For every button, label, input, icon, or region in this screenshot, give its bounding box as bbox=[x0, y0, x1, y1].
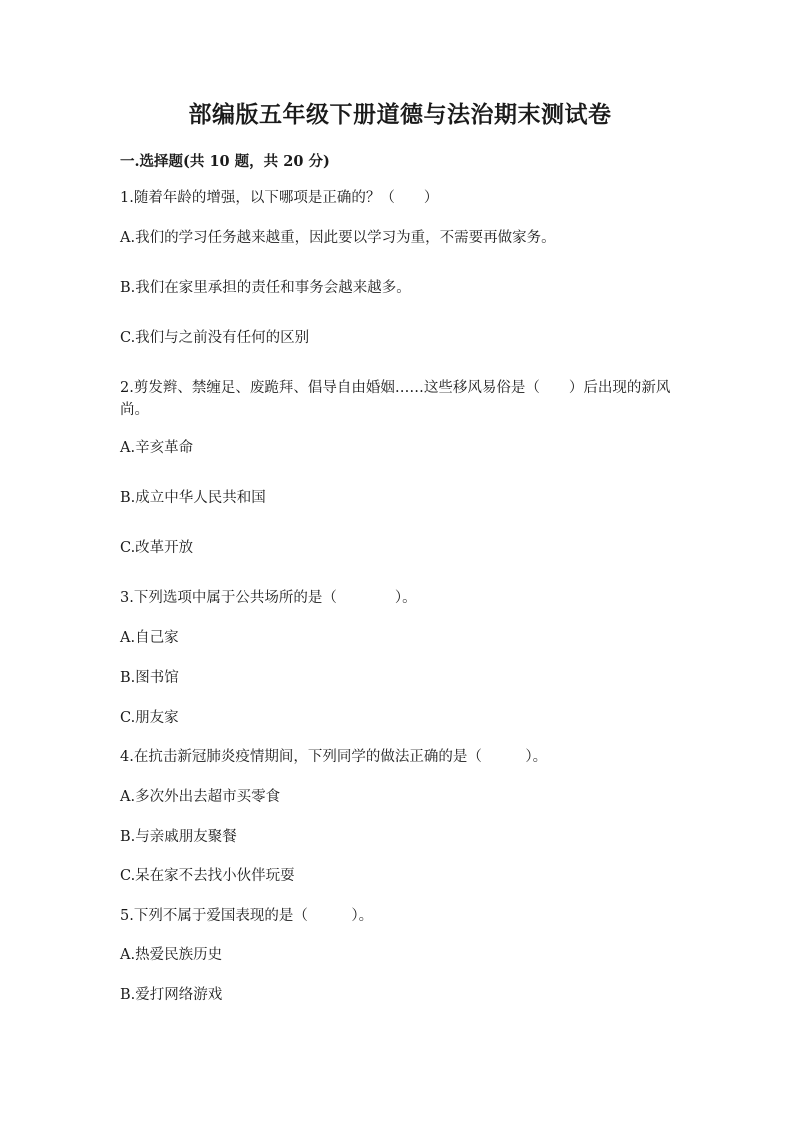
question-4-option-c: C.呆在家不去找小伙伴玩耍 bbox=[120, 868, 295, 884]
question-2-stem: 2.剪发辫、禁缠足、废跪拜、倡导自由婚姻……这些移风易俗是（ ）后出现的新风尚。 bbox=[120, 380, 671, 418]
question-1-option-a: A.我们的学习任务越来越重，因此要以学习为重，不需要再做家务。 bbox=[120, 230, 556, 246]
question-4-option-b: B.与亲戚朋友聚餐 bbox=[120, 829, 237, 845]
question-1-stem: 1.随着年龄的增强，以下哪项是正确的？（ ） bbox=[120, 190, 439, 206]
question-2-option-c: C.改革开放 bbox=[120, 540, 194, 556]
question-1-option-c: C.我们与之前没有任何的区别 bbox=[120, 330, 310, 346]
question-2-option-a: A.辛亥革命 bbox=[120, 440, 194, 456]
page-title: 部编版五年级下册道德与法治期末测试卷 bbox=[188, 101, 612, 128]
question-5-option-a: A.热爱民族历史 bbox=[120, 947, 223, 963]
question-3-option-c: C.朋友家 bbox=[120, 710, 179, 726]
question-1-option-b: B.我们在家里承担的责任和事务会越来越多。 bbox=[120, 280, 411, 296]
question-5-option-b: B.爱打网络游戏 bbox=[120, 987, 223, 1003]
question-5-stem: 5.下列不属于爱国表现的是（ ）。 bbox=[120, 908, 374, 924]
question-2-option-b: B.成立中华人民共和国 bbox=[120, 490, 266, 506]
question-3-stem: 3.下列选项中属于公共场所的是（ ）。 bbox=[120, 590, 417, 606]
question-4-stem: 4.在抗击新冠肺炎疫情期间，下列同学的做法正确的是（ ）。 bbox=[120, 749, 548, 765]
question-3-option-b: B.图书馆 bbox=[120, 670, 179, 686]
question-3-option-a: A.自己家 bbox=[120, 630, 179, 646]
question-4-option-a: A.多次外出去超市买零食 bbox=[120, 789, 281, 805]
section-heading: 一.选择题(共 10 题，共 20 分) bbox=[120, 153, 330, 170]
